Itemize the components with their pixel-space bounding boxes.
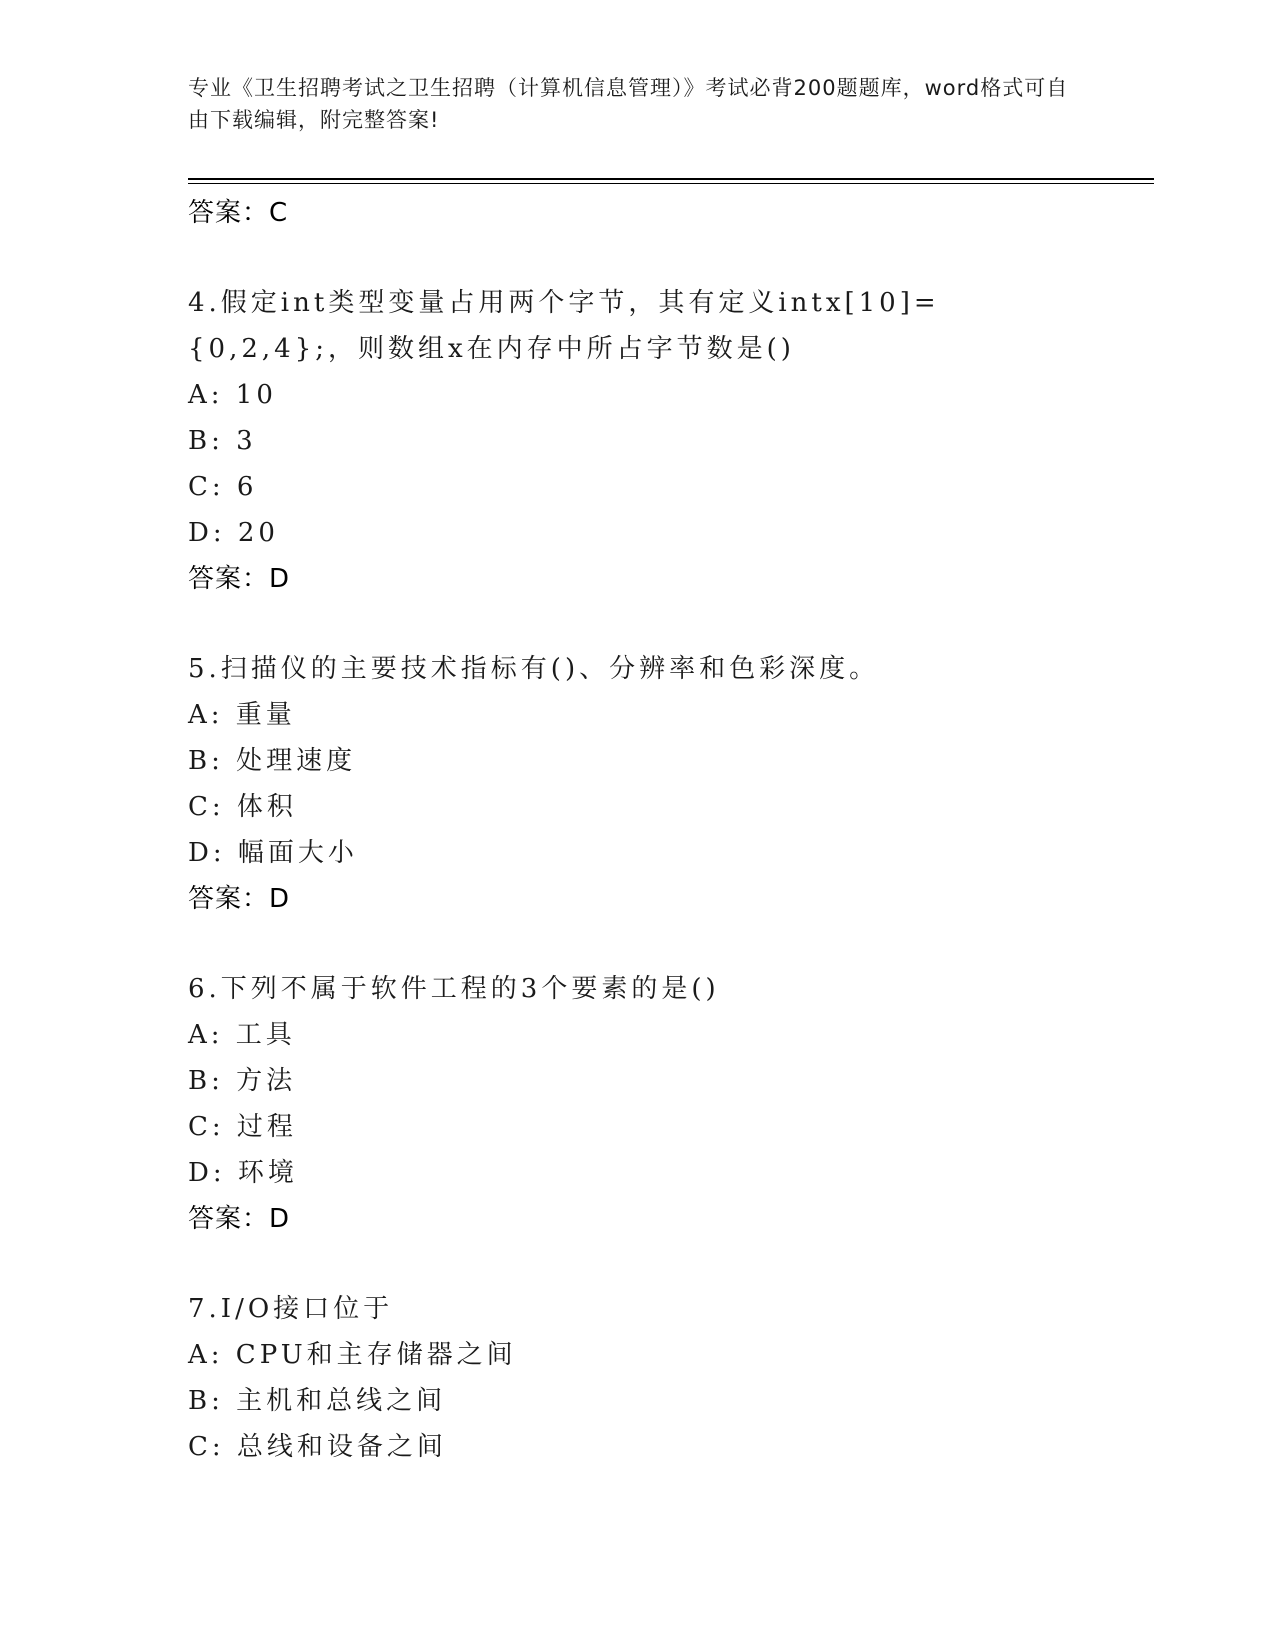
option-c: C: 总线和设备之间 (188, 1432, 447, 1462)
option-d: D: 环境 (188, 1158, 298, 1188)
question-block (188, 280, 1088, 602)
question-block (188, 646, 1088, 922)
answer-line: 答案：C (188, 198, 289, 228)
option-a: A: 10 (188, 380, 277, 410)
question-text: 7.I/O接口位于 (188, 1294, 394, 1324)
header-divider-thin (188, 183, 1154, 184)
answer-line: 答案：D (188, 564, 291, 594)
option-b: B: 3 (188, 426, 257, 456)
answer-line: 答案：D (188, 1204, 291, 1234)
question-block (188, 966, 1088, 1242)
spacer (188, 1242, 1088, 1286)
spacer (188, 922, 1088, 966)
document-header: 专业《卫生招聘考试之卫生招聘（计算机信息管理）》考试必背200题题库，word格式可自由下载编辑，附完整答案! (188, 76, 1069, 132)
document-content (188, 190, 1088, 1470)
spacer (188, 602, 1088, 646)
option-c: C: 体积 (188, 792, 297, 822)
option-c: C: 6 (188, 472, 258, 502)
option-c: C: 过程 (188, 1112, 297, 1142)
spacer (188, 236, 1088, 280)
option-b: B: 处理速度 (188, 746, 357, 776)
question-block (188, 1286, 1088, 1470)
option-b: B: 主机和总线之间 (188, 1386, 447, 1416)
option-a: A: 工具 (188, 1020, 296, 1050)
option-a: A: CPU和主存储器之间 (188, 1340, 517, 1370)
question-text: 4.假定int类型变量占用两个字节，其有定义intx[10]={0,2,4};，则数组x在内存中所占字节数是() (188, 288, 940, 364)
option-a: A: 重量 (188, 700, 296, 730)
header-divider (188, 178, 1154, 180)
question-text: 6.下列不属于软件工程的3个要素的是() (188, 974, 720, 1004)
option-b: B: 方法 (188, 1066, 297, 1096)
question-text: 5.扫描仪的主要技术指标有()、分辨率和色彩深度。 (188, 654, 880, 684)
option-d: D: 幅面大小 (188, 838, 358, 868)
option-d: D: 20 (188, 518, 279, 548)
answer-line: 答案：D (188, 884, 291, 914)
